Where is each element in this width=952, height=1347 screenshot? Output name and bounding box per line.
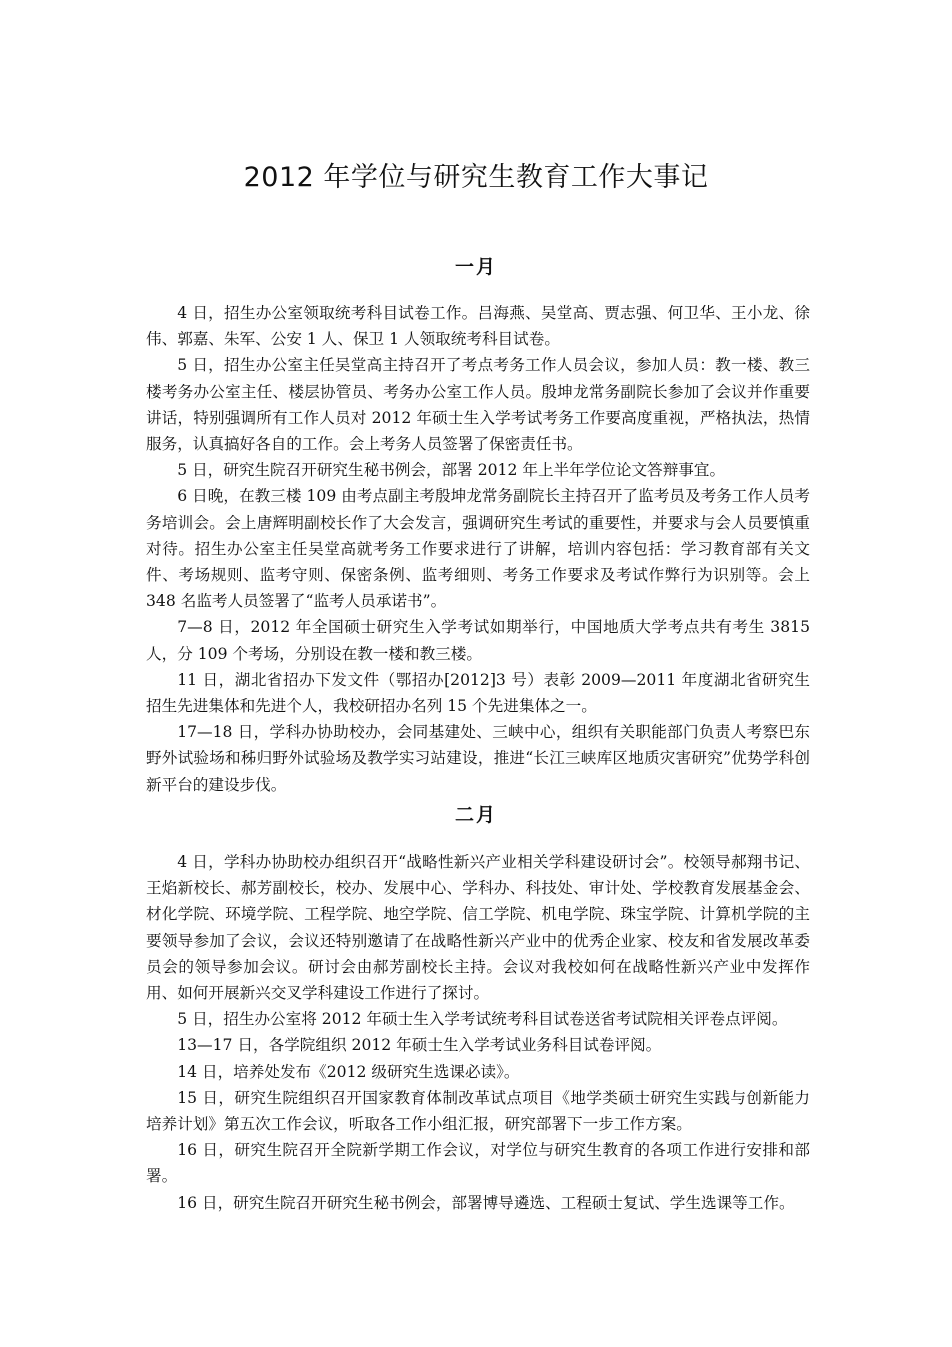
event-entry: 15 日，研究生院组织召开国家教育体制改革试点项目《地学类硕士研究生实践与创新能力培养计划》第五次工作会议，听取各工作小组汇报，研究部署下一步工作方案。 [146,1088,810,1134]
event-entry: 7—8 日，2012 年全国硕士研究生入学考试如期举行，中国地质大学考点共有考生 3815 人，分 109 个考场，分别设在教一楼和教三楼。 [146,618,810,663]
event-entry: 11 日，湖北省招办下发文件（鄂招办[2012]3 号）表彰 2009—2011 年度湖北省研究生招生先进集体和先进个人，我校研招办名列 15 个先进集体之一。 [146,670,810,716]
month-section-february [146,849,810,1216]
month-heading-february: 二月 [454,804,497,826]
month-heading-january: 一月 [454,256,497,278]
month-section-january [146,300,810,798]
event-entry: 5 日，招生办公室将 2012 年硕士生入学考试统考科目试卷送省考试院相关评卷点评阅。 [177,1010,788,1029]
event-entry: 14 日，培养处发布《2012 级研究生选课必读》。 [177,1062,520,1081]
event-entry: 17—18 日，学科办协助校办，会同基建处、三峡中心，组织有关职能部门负责人考察巴东野外试验场和秭归野外试验场及教学实习站建设，推进“长江三峡库区地质灾害研究”优势学科创新平台的建设步伐。 [146,723,810,794]
event-entry: 5 日，招生办公室主任吴堂高主持召开了考点考务工作人员会议，参加人员：教一楼、教三楼考务办公室主任、楼层协管员、考务办公室工作人员。殷坤龙常务副院长参加了会议并作重要讲话，特别强调所有工作人员对 2012 年硕士生入学考试考务工作要高度重视，严格执法，热情服务，认真搞好各自的工作。会上考务人员签署了保密责任书。 [146,356,810,454]
event-entry: 16 日，研究生院召开全院新学期工作会议，对学位与研究生教育的各项工作进行安排和部署。 [146,1141,810,1186]
page-title: 2012 年学位与研究生教育工作大事记 [243,162,709,193]
event-entry: 16 日，研究生院召开研究生秘书例会，部署博导遴选、工程硕士复试、学生选课等工作。 [177,1193,795,1212]
event-entry: 13—17 日，各学院组织 2012 年硕士生入学考试业务科目试卷评阅。 [177,1036,662,1055]
event-entry: 6 日晚，在教三楼 109 由考点副主考殷坤龙常务副院长主持召开了监考员及考务工作人员考务培训会。会上唐辉明副校长作了大会发言，强调研究生考试的重要性，并要求与会人员要慎重对待。招生办公室主任吴堂高就考务工作要求进行了讲解，培训内容包括：学习教育部有关文件、考场规则、监考守则、保密条例、监考细则、考务工作要求及考试作弊行为识别等。会上 348 名监考人员签署了“监考人员承诺书”。 [146,487,810,611]
event-entry: 4 日，招生办公室领取统考科目试卷工作。吕海燕、吴堂高、贾志强、何卫华、王小龙、徐伟、郭嘉、朱军、公安 1 人、保卫 1 人领取统考科目试卷。 [146,304,810,349]
event-entry: 5 日，研究生院召开研究生秘书例会，部署 2012 年上半年学位论文答辩事宜。 [177,461,726,480]
event-entry: 4 日，学科办协助校办组织召开“战略性新兴产业相关学科建设研讨会”。校领导郝翔书记、王焰新校长、郝芳副校长，校办、发展中心、学科办、科技处、审计处、学校教育发展基金会、材化学院、环境学院、工程学院、地空学院、信工学院、机电学院、珠宝学院、计算机学院的主要领导参加了会议，会议还特别邀请了在战略性新兴产业中的优秀企业家、校友和省发展改革委员会的领导参加会议。研讨会由郝芳副校长主持。会议对我校如何在战略性新兴产业中发挥作用、如何开展新兴交叉学科建设工作进行了探讨。 [146,853,810,1003]
